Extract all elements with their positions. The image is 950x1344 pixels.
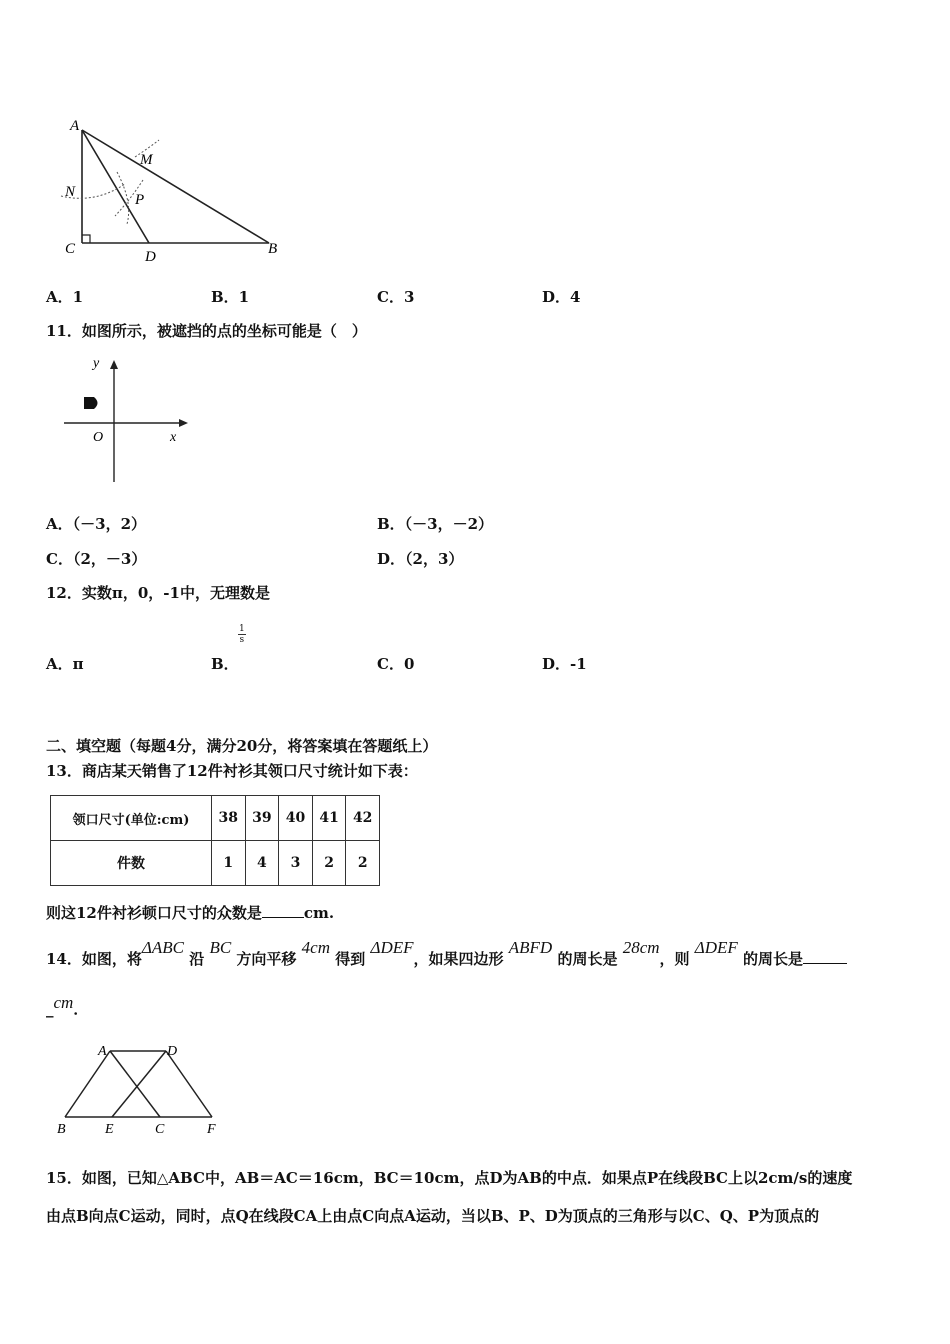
table-cell: 2 — [346, 841, 380, 886]
table-cell: 38 — [212, 796, 246, 841]
q12-small-fraction — [238, 624, 246, 645]
q11-option-b[interactable]: B．（－3，－2） — [377, 515, 494, 533]
q13-answer-blank[interactable] — [262, 917, 304, 918]
q14-text-4: 得到 — [335, 950, 366, 968]
label-D: D — [167, 1044, 178, 1059]
q14-text-5: ，如果四边形 — [413, 950, 504, 968]
table-cell: 2 — [312, 841, 346, 886]
label-E: E — [105, 1122, 114, 1137]
label-C: C — [65, 241, 76, 257]
origin-label: O — [93, 430, 104, 445]
label-P: P — [135, 192, 145, 208]
fraction-numerator: 1 — [239, 624, 245, 634]
q12-option-a[interactable]: A．π — [46, 655, 84, 673]
q15-line-1: 15．如图，已知△ABC中，AB＝AC＝16cm，BC＝10cm，点D为AB的中点．如果点P在线段BC上以2cm/s的速度 — [46, 1169, 853, 1187]
label-F: F — [207, 1122, 216, 1137]
q13-tail — [46, 902, 334, 923]
table-cell: 3 — [279, 841, 313, 886]
label-M: M — [140, 152, 153, 168]
q12-stem: 12．实数π，0，-1中，无理数是 — [46, 584, 270, 602]
table-header-cell: 件数 — [51, 841, 212, 886]
table-cell: 1 — [212, 841, 246, 886]
fraction-denominator: s — [239, 635, 245, 645]
axis-label-y: y — [93, 356, 100, 371]
translation-figure-q14 — [52, 1040, 227, 1140]
label-D: D — [145, 249, 156, 265]
hidden-point-blot — [84, 397, 98, 409]
q14-text-7: ，则 — [659, 950, 690, 968]
q14-line-2 — [46, 993, 89, 1019]
q14-text-3: 方向平移 — [236, 950, 297, 968]
q10-option-c[interactable]: C．3 — [377, 288, 415, 306]
q13-unit: cm. — [303, 904, 335, 922]
collar-size-table — [50, 795, 380, 886]
q13-stem: 13．商店某天销售了12件衬衫其领口尺寸统计如下表： — [46, 762, 418, 780]
q14-math-7: ΔDEF — [694, 938, 738, 957]
table-cell: 40 — [279, 796, 313, 841]
table-cell: 42 — [346, 796, 380, 841]
label-B: B — [57, 1122, 66, 1137]
table-row — [51, 796, 380, 841]
q14-answer-blank[interactable] — [803, 963, 847, 964]
q10-option-a[interactable]: A．1 — [46, 288, 84, 306]
q12-option-c[interactable]: C．0 — [377, 655, 415, 673]
q11-option-a[interactable]: A．（－3，2） — [46, 515, 147, 533]
q14-blank-tail: _ — [46, 1000, 54, 1018]
q12-option-d[interactable]: D．-1 — [542, 655, 587, 673]
q10-option-b[interactable]: B．1 — [211, 288, 250, 306]
table-row — [51, 841, 380, 886]
q11-option-d[interactable]: D．（2，3） — [377, 550, 464, 568]
q14-text-8: 的周长是 — [743, 950, 804, 968]
table-header-cell: 领口尺寸(单位:cm) — [51, 796, 212, 841]
axes — [64, 360, 188, 482]
q15-line-2: 由点B向点C运动，同时，点Q在线段CA上由点C向点A运动，当以B、P、D为顶点的三角形与以C、Q、P为顶点的 — [46, 1207, 820, 1225]
label-A: A — [70, 118, 80, 134]
q14-math-5: ABFD — [508, 938, 553, 957]
table-cell: 41 — [312, 796, 346, 841]
q14-math-4: ΔDEF — [370, 938, 414, 957]
q14-math-6: 28cm — [622, 938, 660, 957]
q14-line-1 — [46, 938, 847, 969]
label-B: B — [268, 241, 278, 257]
table-cell: 39 — [245, 796, 279, 841]
q14-math-3: 4cm — [301, 938, 330, 957]
q13-tail-text: 则这12件衬衫顿口尺寸的众数是 — [46, 904, 262, 922]
q12-option-b[interactable]: B． — [211, 655, 239, 673]
coordinate-figure-q11 — [60, 352, 200, 487]
q14-math-1: ΔABC — [141, 938, 184, 957]
label-A: A — [98, 1044, 107, 1059]
triangle-figure-q10 — [55, 112, 300, 267]
q11-option-c[interactable]: C．（2，－3） — [46, 550, 147, 568]
triangle-lines — [82, 130, 269, 243]
q14-unit: cm — [53, 993, 74, 1012]
q14-text-1: 14．如图，将 — [46, 950, 142, 968]
q14-text-2: 沿 — [189, 950, 205, 968]
label-C: C — [155, 1122, 165, 1137]
axis-label-x: x — [170, 430, 177, 445]
figure-lines — [65, 1051, 212, 1117]
label-N: N — [65, 184, 76, 200]
section-2-heading: 二、填空题（每题4分，满分20分，将答案填在答题纸上） — [46, 737, 438, 755]
q14-period: ． — [73, 1000, 89, 1018]
table-cell: 4 — [245, 841, 279, 886]
q11-stem: 11．如图所示，被遮挡的点的坐标可能是（ ） — [46, 322, 367, 340]
q14-text-6: 的周长是 — [557, 950, 618, 968]
q10-option-d[interactable]: D．4 — [542, 288, 581, 306]
q14-math-2: BC — [209, 938, 232, 957]
